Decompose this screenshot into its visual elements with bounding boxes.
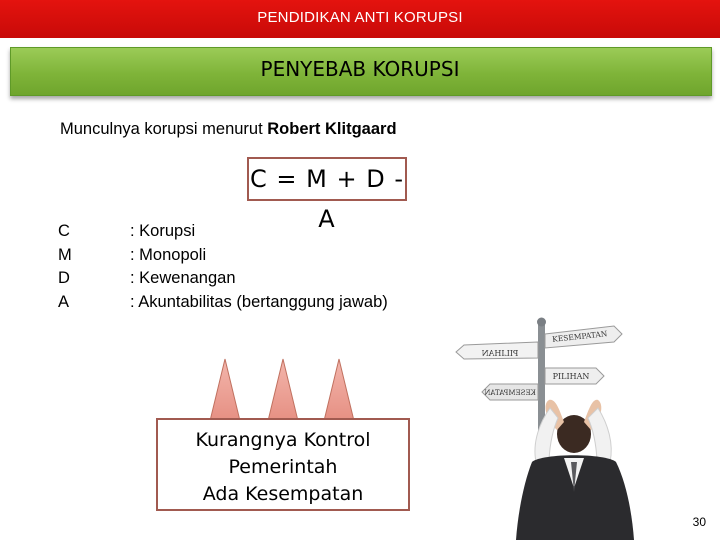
cause-box	[156, 418, 410, 511]
legend-value: : Korupsi	[130, 222, 196, 240]
intro-text	[60, 120, 397, 139]
header-title: PENDIDIKAN ANTI KORUPSI	[257, 9, 463, 26]
page-number: 30	[692, 515, 706, 529]
legend-row	[58, 220, 388, 244]
header-bar	[0, 0, 720, 38]
man-figure	[516, 400, 634, 540]
legend-value: : Akuntabilitas (bertanggung jawab)	[130, 292, 388, 311]
sign-label: KESEMPATAN	[551, 329, 608, 344]
intro-lead: Munculnya korupsi menurut	[60, 120, 268, 138]
cause-line: Ada Kesempatan	[202, 483, 364, 505]
sign-label: PILIHAN	[481, 349, 519, 358]
legend-key: D	[58, 269, 70, 287]
cause-line: Kurangnya Kontrol	[195, 429, 371, 451]
formula-box: C = M + D - A	[247, 157, 407, 201]
arrow-triangle-icon	[322, 358, 356, 426]
legend-list	[58, 220, 388, 314]
banner-title: PENYEBAB KORUPSI	[260, 57, 460, 81]
legend-key: A	[58, 292, 70, 311]
cause-line: Pemerintah	[228, 456, 338, 478]
arrow-triangle-icon	[208, 358, 242, 426]
legend-value: : Kewenangan	[130, 269, 236, 287]
legend-row	[58, 244, 388, 268]
legend-key: M	[58, 245, 72, 264]
legend-row	[58, 291, 388, 315]
sign-label: KESEMPATAN	[484, 389, 536, 397]
intro-author: Robert Klitgaard	[267, 120, 397, 138]
sign-label: PILIHAN	[552, 372, 590, 381]
legend-key: C	[58, 222, 70, 240]
signpost-photo	[446, 312, 720, 540]
arrow-triangle-icon	[266, 358, 300, 426]
section-banner	[0, 45, 720, 95]
legend-value: : Monopoli	[130, 245, 207, 264]
legend-row	[58, 267, 388, 291]
